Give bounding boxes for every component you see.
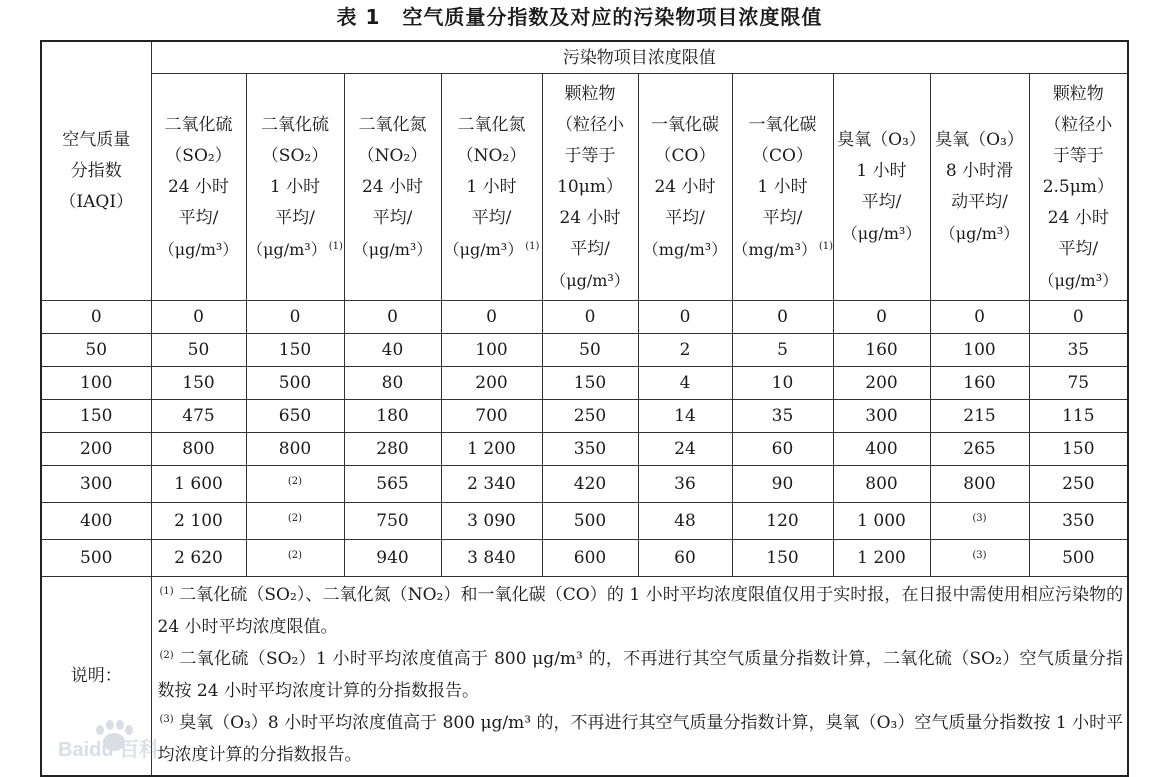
column-header [151,74,246,301]
column-header-line: 二氧化硫 [261,114,329,135]
column-header-line: 颗粒物 [1052,83,1104,104]
pollutant-group-header: 污染物项目浓度限值 [151,41,1128,74]
limit-cell: 200 [833,367,930,400]
note-mark: (1) [159,586,174,597]
column-header [1029,74,1128,301]
limit-cell: 200 [441,367,542,400]
column-header-line: （μg/m³） [841,224,922,243]
column-header-line: 平均/ [861,192,902,212]
limit-cell: 10 [732,367,833,400]
iaqi-cell: 0 [41,301,151,334]
limit-cell: 250 [1029,466,1128,503]
limit-cell: 0 [441,301,542,334]
limit-cell [246,503,344,540]
limit-cell: 0 [833,301,930,334]
limit-cell: 500 [1029,540,1128,577]
note-2: $^{(2)}$ 二氧化硫（SO₂）1 小时平均浓度值高于 800 μg/m³ 的，不再进行其空气质量分指数计算，二氧化硫（SO₂）空气质量分指数按 24 小时平均浓度计算的分指数报告。 [157,649,1124,701]
column-header-line: 一氧化碳 [651,114,719,135]
column-header-line: 1 小时 [466,176,517,197]
column-header [638,74,732,301]
limit-cell: 350 [542,433,638,466]
column-header-line: （μg/m³） [550,270,630,290]
limit-cell: 700 [441,400,542,433]
limit-cell [930,540,1029,577]
column-header-line: 24 小时 [167,176,230,197]
column-header-line: 动平均/ [951,192,1008,212]
watermark-text: Baidu 百科 [58,739,160,761]
limit-cell: 100 [930,334,1029,367]
table-body [41,301,1128,577]
limit-cell [930,503,1029,540]
note-mark: (2) [287,550,303,561]
iaqi-cell: 150 [41,400,151,433]
limit-cell: 60 [638,540,732,577]
column-header-line: （μg/m³） [939,224,1020,243]
limit-cell: 0 [542,301,638,334]
limit-cell: 500 [542,503,638,540]
limit-cell: 80 [344,367,441,400]
iaqi-cell: 500 [41,540,151,577]
limit-cell: 5 [732,334,833,367]
limit-cell: 0 [344,301,441,334]
column-header [930,74,1029,301]
limit-cell: 215 [930,400,1029,433]
iaqi-cell: 200 [41,433,151,466]
limit-cell: 800 [833,466,930,503]
column-header-line: （CO） [654,145,716,166]
note-1: $^{(1)}$ 二氧化硫（SO₂）、二氧化氮（NO₂）和一氧化碳（CO）的 1 小时平均浓度限值仅用于实时报，在日报中需使用相应污染物的 24 小时平均浓度限值。 [157,585,1124,637]
limit-cell: 75 [1029,367,1128,400]
column-header-line: （NO₂） [456,145,527,166]
limit-cell: 280 [344,433,441,466]
limit-cell: 0 [246,301,344,334]
pollutant-limits-table [40,40,1129,777]
column-header-line: 2.5μm） [1042,176,1114,197]
column-header-line: 平均/ [372,207,413,228]
limit-cell: 150 [732,540,833,577]
limit-cell: 500 [246,367,344,400]
limit-cell: 1 200 [833,540,930,577]
table-row [41,503,1128,540]
column-header-line: 平均/ [275,207,315,228]
limit-cell: 0 [151,301,246,334]
iaqi-header-line: 空气质量 [62,129,131,150]
notes-row [41,577,1128,777]
limit-cell: 3 840 [441,540,542,577]
limit-cell: 150 [1029,433,1128,466]
limit-cell: 420 [542,466,638,503]
limit-cell: 800 [930,466,1029,503]
note-mark: (3) [159,714,174,725]
column-header-line: 10μm） [557,176,623,197]
column-header-line: 平均/ [665,207,705,228]
column-header-line: （mg/m³） $^{(1)}$ [732,239,834,259]
table-row [41,466,1128,503]
column-header [441,74,542,301]
limit-cell: 650 [246,400,344,433]
column-header-line: （SO₂） [165,145,232,166]
limit-cell: 1 000 [833,503,930,540]
limit-cell: 150 [246,334,344,367]
limit-cell: 250 [542,400,638,433]
note-mark: (1) [818,240,834,252]
limit-cell: 475 [151,400,246,433]
table-title: 空气质量分指数及对应的污染物项目浓度限值 [402,5,823,29]
iaqi-cell: 100 [41,367,151,400]
column-header-line: 平均/ [471,207,512,228]
column-header-line: 二氧化硫 [164,114,233,135]
limit-cell: 0 [638,301,732,334]
limit-cell: 120 [732,503,833,540]
column-header [542,74,638,301]
limit-cell: 3 090 [441,503,542,540]
column-header-line: （μg/m³） [158,239,239,259]
column-header-line: （mg/m³） [642,239,728,259]
column-header-line: （μg/m³） $^{(1)}$ [443,239,540,259]
column-header-row [41,74,1128,301]
column-header-line: 24 小时 [1047,207,1109,228]
column-header-line: （粒径小 [556,114,624,135]
note-mark: (3) [972,513,987,524]
iaqi-cell: 400 [41,503,151,540]
limit-cell: 600 [542,540,638,577]
column-header-line: 于等于 [1052,145,1104,166]
column-header [344,74,441,301]
note-3: $^{(3)}$ 臭氧（O₃）8 小时平均浓度值高于 800 μg/m³ 的，不再进行其空气质量分指数计算，臭氧（O₃）空气质量分指数按 1 小时平均浓度计算的分指数报告。 [157,713,1124,765]
limit-cell: 750 [344,503,441,540]
column-header-line: 24 小时 [654,176,716,197]
limit-cell: 4 [638,367,732,400]
limit-cell: 800 [151,433,246,466]
note-mark: (1) [525,240,540,252]
note-mark: (2) [159,650,174,661]
column-header-line: 1 小时 [269,176,321,197]
column-header-line: （CO） [752,145,813,166]
column-header-line: （μg/m³） [1038,270,1119,290]
column-header-line: 颗粒物 [564,83,616,104]
limit-cell: 800 [246,433,344,466]
column-header [732,74,833,301]
column-header-line: 臭氧（O₃） [935,130,1024,150]
column-header-line: （μg/m³） $^{(1)}$ [247,239,343,259]
iaqi-cell: 300 [41,466,151,503]
limit-cell: 1 600 [151,466,246,503]
limit-cell: 50 [151,334,246,367]
limit-cell: 160 [833,334,930,367]
column-header-line: 二氧化氮 [457,114,526,135]
limit-cell: 24 [638,433,732,466]
table-row [41,367,1128,400]
column-header-line: 8 小时滑 [945,161,1014,181]
note-mark: (2) [287,476,303,487]
limit-cell [246,540,344,577]
limit-cell: 48 [638,503,732,540]
column-header-line: 一氧化碳 [748,114,817,135]
note-mark: (1) [328,240,343,252]
column-header-line: 平均/ [1058,238,1099,259]
limit-cell: 36 [638,466,732,503]
column-header-line: 平均/ [178,207,219,228]
limit-cell: 14 [638,400,732,433]
iaqi-header-line: （IAQI） [59,191,134,212]
limit-cell [246,466,344,503]
column-header-line: （NO₂） [357,145,428,166]
column-header-line: （μg/m³） [352,239,433,259]
limit-cell: 35 [1029,334,1128,367]
limit-cell: 180 [344,400,441,433]
column-header-line: （粒径小 [1044,114,1113,135]
iaqi-cell: 50 [41,334,151,367]
limit-cell: 150 [542,367,638,400]
limit-cell: 35 [732,400,833,433]
limit-cell: 50 [542,334,638,367]
column-header [833,74,930,301]
column-header [246,74,344,301]
table-row [41,400,1128,433]
column-header-line: （SO₂） [261,145,329,166]
column-header-line: 平均/ [570,238,610,259]
limit-cell: 0 [732,301,833,334]
column-header-line: 24 小时 [361,176,424,197]
limit-cell: 2 [638,334,732,367]
iaqi-header-line: 分指数 [70,160,122,181]
notes-cell [151,577,1128,777]
limit-cell: 0 [930,301,1029,334]
column-header-line: 于等于 [564,145,616,166]
limit-cell: 60 [732,433,833,466]
limit-cell: 2 620 [151,540,246,577]
limit-cell: 100 [441,334,542,367]
table-number: 表 1 [336,5,381,29]
limit-cell: 265 [930,433,1029,466]
table-caption [0,3,1159,31]
limit-cell: 400 [833,433,930,466]
column-header-line: 平均/ [762,207,803,228]
limit-cell: 115 [1029,400,1128,433]
table-row [41,301,1128,334]
table-row [41,433,1128,466]
column-header-line: 1 小时 [757,176,808,197]
limit-cell: 1 200 [441,433,542,466]
column-header-line: 臭氧（O₃） [837,130,926,150]
limit-cell: 2 340 [441,466,542,503]
table-row [41,334,1128,367]
notes-label: 说明： [41,577,151,777]
column-header-line: 1 小时 [856,161,907,181]
note-mark: (3) [972,550,987,561]
baidu-watermark [56,712,196,762]
limit-cell: 350 [1029,503,1128,540]
limit-cell: 160 [930,367,1029,400]
limit-cell: 300 [833,400,930,433]
limit-cell: 2 100 [151,503,246,540]
column-header-line: 二氧化氮 [358,114,427,135]
limit-cell: 940 [344,540,441,577]
iaqi-header [41,41,151,301]
column-header-line: 24 小时 [559,207,621,228]
limit-cell: 40 [344,334,441,367]
limit-cell: 565 [344,466,441,503]
table-row [41,540,1128,577]
note-mark: (2) [287,513,303,524]
limit-cell: 0 [1029,301,1128,334]
limit-cell: 150 [151,367,246,400]
limit-cell: 90 [732,466,833,503]
